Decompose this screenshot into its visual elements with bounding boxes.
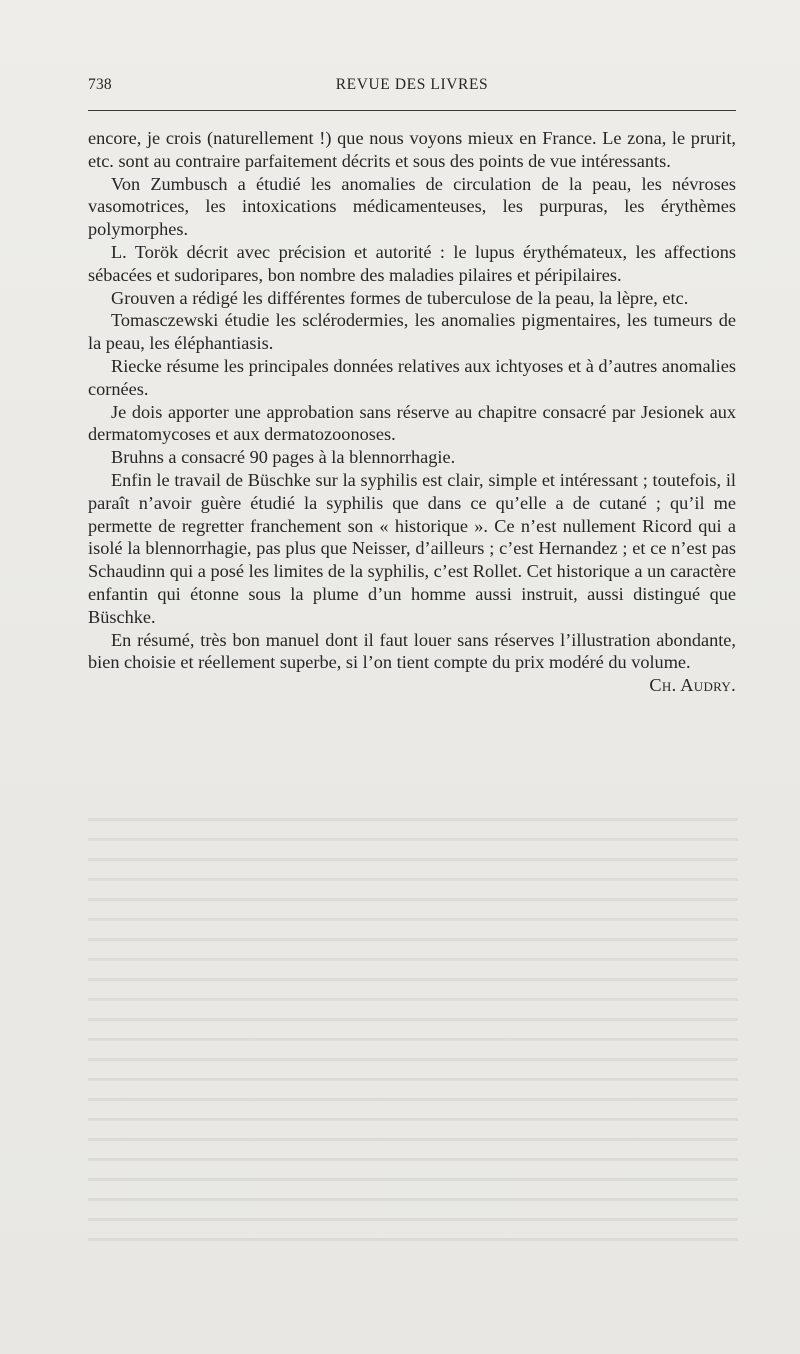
paragraph-continuation: encore, je crois (naturellement !) que nous voyons mieux en France. Le zona, le prurit, etc. sont au contraire parfaitement décrits et sous des points de vue intéressants.: [88, 128, 736, 171]
paragraph-grouven: Grouven a rédigé les différentes formes de tuberculose de la peau, la lèpre, etc.: [111, 287, 689, 308]
conclusion-text: En résumé, très bon manuel dont il faut louer sans réserves l’illustration abondante, bien choisie et réellement superbe, si l’on tient compte du prix modéré du volume.: [88, 629, 736, 673]
paragraph-bruhns: Bruhns a consacré 90 pages à la blennorrhagie.: [111, 447, 456, 468]
page-number: 738: [88, 76, 112, 93]
paragraph-torok: L. Torök décrit avec précision et autorité : le lupus érythémateux, les affections sébacées et sudoripares, bon nombre des maladies pilaires et péripilaires.: [88, 241, 736, 285]
paragraph-riecke: Riecke résume les principales données relatives aux ichtyoses et à d’autres anomalies cornées.: [88, 355, 736, 399]
paragraph-von-zumbusch: Von Zumbusch a étudié les anomalies de circulation de la peau, les névroses vasomotrices, les intoxications médicamenteuses, les purpuras, les érythèmes polymorphes.: [88, 173, 736, 240]
show-through-texture: [88, 808, 738, 1248]
author-signature: Ch. Audry.: [649, 675, 736, 696]
running-title: REVUE DES LIVRES: [335, 76, 489, 93]
paragraph-jesionek: Je dois apporter une approbation sans réserve au chapitre consacré par Jesionek aux dermatomycoses et aux dermatozoonoses.: [88, 401, 736, 445]
review-body: [88, 127, 736, 697]
paragraph-buschke: Enfin le travail de Büschke sur la syphilis est clair, simple et intéressant ; toutefois, il paraît n’avoir guère étudié la syphilis que dans ce qu’elle a de cutané ; qu’il me permette de regretter franchement son « historique ». Ce n’est nullement Ricord qui a isolé la blennorrhagie, pas plus que Neisser, d’ailleurs ; c’est Hernandez ; et ce n’est pas Schaudinn qui a posé les limites de la syphilis, c’est Rollet. Cet historique a un caractère enfantin qui étonne sous la plume d’un homme aussi instruit, aussi distingué que Büschke.: [88, 469, 736, 627]
paragraph-conclusion: [88, 629, 736, 696]
running-header: [88, 76, 736, 96]
paragraph-tomasczewski: Tomasczewski étudie les sclérodermies, les anomalies pigmentaires, les tumeurs de la peau, les éléphantiasis.: [88, 310, 736, 354]
header-rule: [88, 110, 736, 111]
